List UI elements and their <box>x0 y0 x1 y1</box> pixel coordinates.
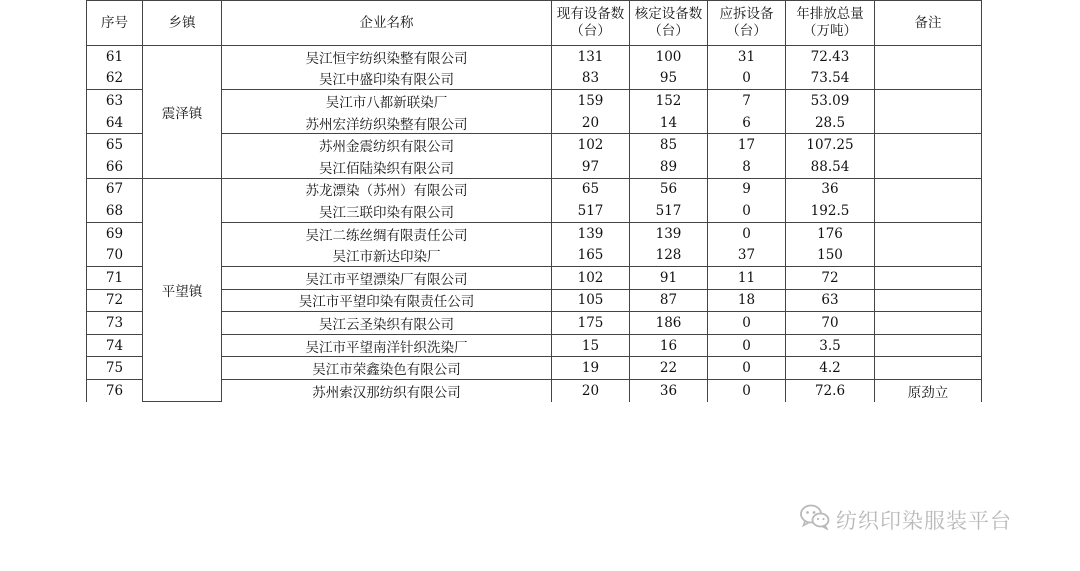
header-approved-line2: （台） <box>648 23 689 39</box>
cell-existing: 19 <box>552 357 630 380</box>
cell-approved: 152 <box>630 90 708 112</box>
header-note: 备注 <box>875 1 982 46</box>
header-remove <box>708 1 786 46</box>
cell-emission: 176 <box>786 222 875 244</box>
cell-note <box>875 178 982 200</box>
cell-approved: 16 <box>630 334 708 357</box>
cell-remove: 31 <box>708 46 786 68</box>
cell-existing: 159 <box>552 90 630 112</box>
header-existing <box>552 1 630 46</box>
cell-remove: 8 <box>708 156 786 178</box>
cell-company: 苏龙漂染（苏州）有限公司 <box>222 178 552 200</box>
cell-existing: 83 <box>552 68 630 90</box>
cell-note <box>875 357 982 380</box>
header-existing-line1: 现有设备数 <box>556 6 625 22</box>
cell-company: 吴江恒宇纺织染整有限公司 <box>222 46 552 68</box>
cell-company: 吴江市平望南洋针织洗染厂 <box>222 334 552 357</box>
cell-remove: 9 <box>708 178 786 200</box>
cell-remove: 0 <box>708 200 786 222</box>
cell-company: 吴江中盛印染有限公司 <box>222 68 552 90</box>
watermark-text: 纺织印染服装平台 <box>836 508 1012 533</box>
cell-note <box>875 68 982 90</box>
cell-existing: 139 <box>552 222 630 244</box>
cell-approved: 128 <box>630 244 708 266</box>
cell-company: 吴江市平望印染有限责任公司 <box>222 289 552 312</box>
cell-note <box>875 46 982 68</box>
cell-seq: 64 <box>87 112 143 134</box>
cell-note <box>875 200 982 222</box>
cell-existing: 165 <box>552 244 630 266</box>
cell-existing: 20 <box>552 379 630 401</box>
cell-company: 苏州宏洋纺织染整有限公司 <box>222 112 552 134</box>
cell-remove: 0 <box>708 357 786 380</box>
cell-existing: 65 <box>552 178 630 200</box>
cell-remove: 0 <box>708 334 786 357</box>
cell-note <box>875 112 982 134</box>
table-row <box>87 312 982 335</box>
table-row <box>87 112 982 134</box>
cell-emission: 88.54 <box>786 156 875 178</box>
cell-emission: 72 <box>786 266 875 289</box>
cell-note <box>875 289 982 312</box>
cell-existing: 15 <box>552 334 630 357</box>
cell-company: 吴江市八都新联染厂 <box>222 90 552 112</box>
cell-seq: 69 <box>87 222 143 244</box>
cell-remove: 0 <box>708 312 786 335</box>
table-header-row <box>87 1 982 46</box>
cell-seq: 70 <box>87 244 143 266</box>
cell-emission: 107.25 <box>786 134 875 156</box>
cell-note <box>875 266 982 289</box>
table-row <box>87 379 982 401</box>
cell-approved: 95 <box>630 68 708 90</box>
cell-company: 吴江三联印染有限公司 <box>222 200 552 222</box>
cell-seq: 65 <box>87 134 143 156</box>
header-remove-line1: 应拆设备 <box>719 6 774 22</box>
equipment-table <box>86 0 982 402</box>
cell-note <box>875 90 982 112</box>
cell-emission: 72.6 <box>786 379 875 401</box>
cell-approved: 89 <box>630 156 708 178</box>
cell-emission: 150 <box>786 244 875 266</box>
cell-note <box>875 312 982 335</box>
cell-seq: 66 <box>87 156 143 178</box>
cell-seq: 61 <box>87 46 143 68</box>
table-row <box>87 156 982 178</box>
cell-town-pingwang: 平望镇 <box>143 178 222 401</box>
cell-seq: 74 <box>87 334 143 357</box>
cell-company: 吴江二练丝绸有限责任公司 <box>222 222 552 244</box>
cell-emission: 72.43 <box>786 46 875 68</box>
cell-company: 吴江市平望漂染厂有限公司 <box>222 266 552 289</box>
table-row <box>87 289 982 312</box>
cell-seq: 76 <box>87 379 143 401</box>
cell-emission: 28.5 <box>786 112 875 134</box>
cell-note <box>875 156 982 178</box>
cell-emission: 70 <box>786 312 875 335</box>
table-row <box>87 200 982 222</box>
header-approved-line1: 核定设备数 <box>634 6 703 22</box>
cell-existing: 175 <box>552 312 630 335</box>
header-existing-line2: （台） <box>570 23 611 39</box>
table-row <box>87 134 982 156</box>
cell-remove: 11 <box>708 266 786 289</box>
cell-note <box>875 134 982 156</box>
cell-approved: 36 <box>630 379 708 401</box>
cell-note <box>875 334 982 357</box>
cell-emission: 3.5 <box>786 334 875 357</box>
cell-existing: 102 <box>552 134 630 156</box>
header-emission <box>786 1 875 46</box>
cell-approved: 56 <box>630 178 708 200</box>
cell-remove: 7 <box>708 90 786 112</box>
cell-existing: 131 <box>552 46 630 68</box>
cell-approved: 517 <box>630 200 708 222</box>
watermark <box>800 504 1012 535</box>
wechat-icon <box>800 504 830 535</box>
cell-remove: 0 <box>708 68 786 90</box>
cell-company: 吴江市新达印染厂 <box>222 244 552 266</box>
cell-company: 苏州索汉那纺织有限公司 <box>222 379 552 401</box>
cell-seq: 72 <box>87 289 143 312</box>
cell-remove: 17 <box>708 134 786 156</box>
cell-existing: 105 <box>552 289 630 312</box>
cell-approved: 186 <box>630 312 708 335</box>
cell-seq: 62 <box>87 68 143 90</box>
cell-existing: 97 <box>552 156 630 178</box>
cell-approved: 139 <box>630 222 708 244</box>
cell-remove: 0 <box>708 379 786 401</box>
header-emission-line1: 年排放总量 <box>796 6 864 22</box>
cell-approved: 85 <box>630 134 708 156</box>
table-row <box>87 222 982 244</box>
table-row <box>87 266 982 289</box>
cell-emission: 53.09 <box>786 90 875 112</box>
table-row <box>87 178 982 200</box>
cell-existing: 20 <box>552 112 630 134</box>
cell-seq: 68 <box>87 200 143 222</box>
cell-existing: 102 <box>552 266 630 289</box>
table-row <box>87 357 982 380</box>
cell-note <box>875 222 982 244</box>
header-seq: 序号 <box>87 1 143 46</box>
table-row <box>87 46 982 68</box>
table-row <box>87 90 982 112</box>
cell-seq: 67 <box>87 178 143 200</box>
header-emission-line2: （万吨） <box>803 23 857 39</box>
cell-remove: 37 <box>708 244 786 266</box>
cell-remove: 6 <box>708 112 786 134</box>
header-company: 企业名称 <box>222 1 552 46</box>
cell-seq: 63 <box>87 90 143 112</box>
cell-emission: 36 <box>786 178 875 200</box>
header-approved <box>630 1 708 46</box>
cell-company: 吴江云圣染织有限公司 <box>222 312 552 335</box>
cell-town-zhenze: 震泽镇 <box>143 46 222 179</box>
table-row <box>87 334 982 357</box>
cell-company: 苏州金震纺织有限公司 <box>222 134 552 156</box>
cell-company: 吴江市荣鑫染色有限公司 <box>222 357 552 380</box>
cell-note: 原劲立 <box>875 379 982 401</box>
cell-note <box>875 244 982 266</box>
cell-approved: 22 <box>630 357 708 380</box>
cell-emission: 73.54 <box>786 68 875 90</box>
cell-seq: 73 <box>87 312 143 335</box>
table-row <box>87 244 982 266</box>
header-town: 乡镇 <box>143 1 222 46</box>
cell-emission: 63 <box>786 289 875 312</box>
header-remove-line2: （台） <box>726 23 767 39</box>
cell-emission: 192.5 <box>786 200 875 222</box>
cell-seq: 71 <box>87 266 143 289</box>
cell-approved: 14 <box>630 112 708 134</box>
cell-remove: 0 <box>708 222 786 244</box>
cell-approved: 91 <box>630 266 708 289</box>
cell-emission: 4.2 <box>786 357 875 380</box>
cell-remove: 18 <box>708 289 786 312</box>
table-row <box>87 68 982 90</box>
cell-seq: 75 <box>87 357 143 380</box>
cell-company: 吴江佰陆染织有限公司 <box>222 156 552 178</box>
cell-approved: 87 <box>630 289 708 312</box>
cell-approved: 100 <box>630 46 708 68</box>
cell-existing: 517 <box>552 200 630 222</box>
